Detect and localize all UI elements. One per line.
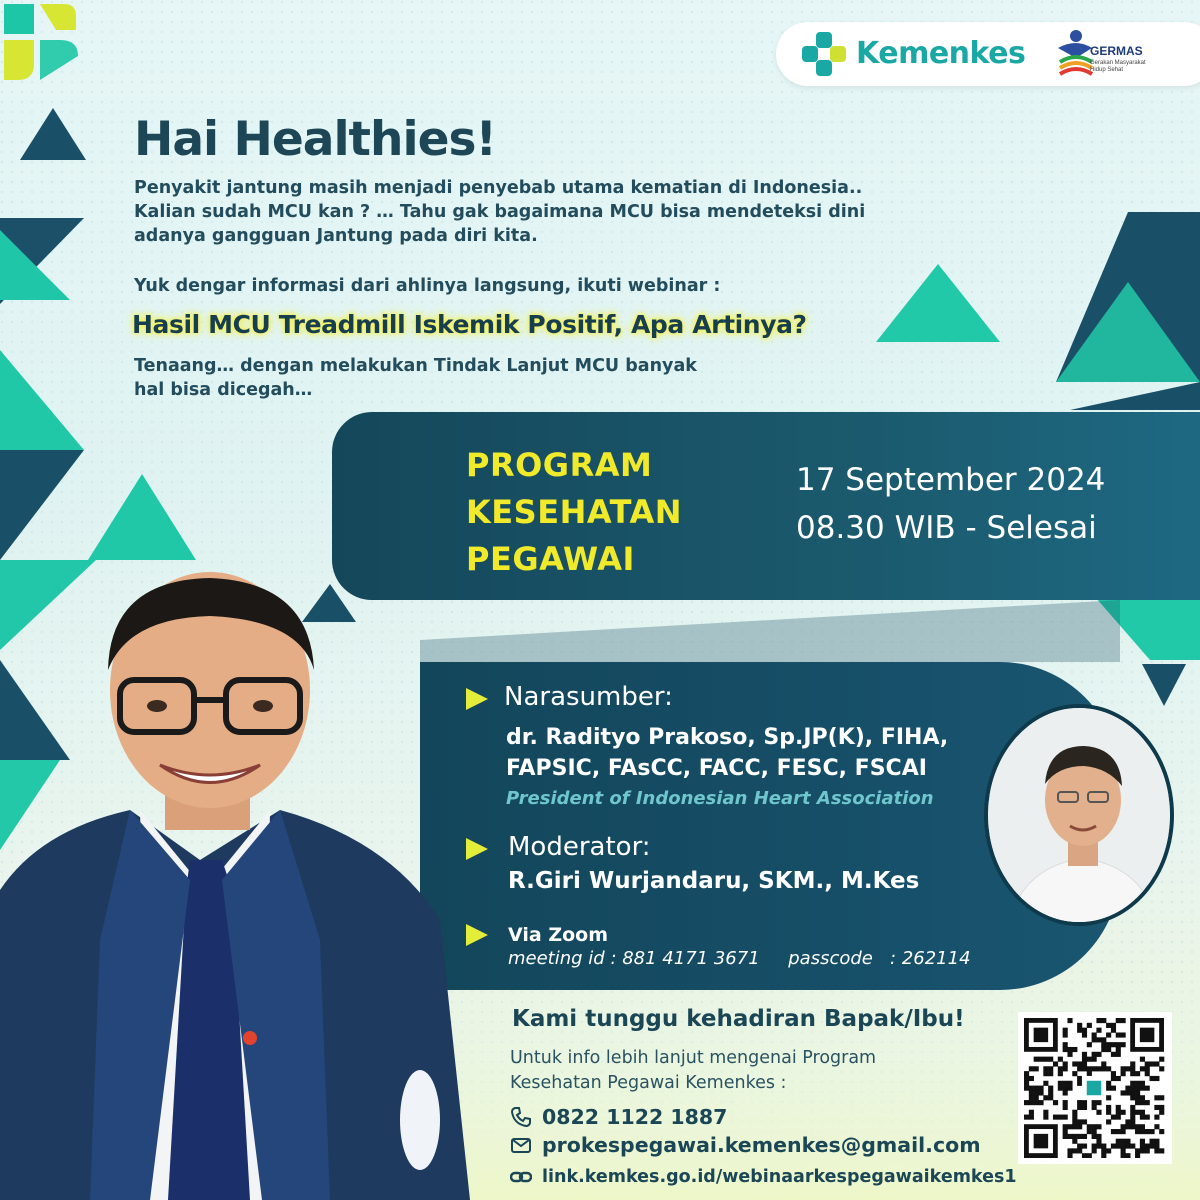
moderator-label: Moderator: <box>508 832 651 862</box>
event-time: 08.30 WIB - Selesai <box>796 510 1097 546</box>
intro-paragraph <box>134 176 914 248</box>
germas-title: GERMAS <box>1090 44 1143 58</box>
kemenkes-logo-icon <box>800 30 848 78</box>
intro-line: Penyakit jantung masih menjadi penyebab utama kematian di Indonesia.. <box>134 178 863 198</box>
narasumber-photo <box>0 560 470 1200</box>
program-title-line: PROGRAM <box>466 446 653 484</box>
moderator-name: R.Giri Wurjandaru, SKM., M.Kes <box>508 868 920 894</box>
greeting-heading: Hai Healthies! <box>134 112 496 167</box>
followup-text <box>134 354 754 402</box>
info-line: Untuk info lebih lanjut mengenai Program <box>510 1048 877 1068</box>
email-address: prokespegawai.kemenkes@gmail.com <box>542 1133 981 1157</box>
phone-icon <box>510 1106 532 1128</box>
event-date: 17 September 2024 <box>796 462 1106 498</box>
info-line: Kesehatan Pegawai Kemenkes : <box>510 1073 787 1093</box>
zoom-details: meeting id : 881 4171 3671 passcode : 262114 <box>508 948 971 969</box>
narasumber-name <box>506 722 986 784</box>
registration-link: link.kemkes.go.id/webinaarkespegawaikemkes1 <box>542 1167 1017 1187</box>
link-icon <box>510 1166 532 1188</box>
narasumber-label: Narasumber: <box>504 682 673 712</box>
invite-text: Yuk dengar informasi dari ahlinya langsung, ikuti webinar : <box>134 276 721 296</box>
followup-line: hal bisa dicegah… <box>134 380 313 400</box>
link-row[interactable] <box>510 1164 1017 1190</box>
program-title <box>466 442 726 583</box>
program-title-line: KESEHATAN <box>466 493 683 531</box>
qr-code-icon[interactable] <box>1018 1012 1172 1164</box>
intro-line: Kalian sudah MCU kan ? … Tahu gak bagaimana MCU bisa mendeteksi dini <box>134 202 866 222</box>
moderator-portrait-illustration <box>988 708 1174 926</box>
followup-line: Tenaang… dengan melakukan Tindak Lanjut MCU banyak <box>134 356 697 376</box>
phone-number: 0822 1122 1887 <box>542 1105 728 1129</box>
narasumber-name-line: dr. Radityo Prakoso, Sp.JP(K), FIHA, <box>506 725 949 750</box>
moderator-photo <box>984 704 1174 926</box>
webinar-title: Hasil MCU Treadmill Iskemik Positif, Apa Artinya? <box>132 310 807 339</box>
info-text <box>510 1046 950 1096</box>
zoom-label: Via Zoom <box>508 924 609 946</box>
email-row[interactable] <box>510 1132 981 1158</box>
narasumber-name-line: FAPSIC, FAsCC, FACC, FESC, FSCAI <box>506 756 927 781</box>
qr-code-pattern <box>1024 1018 1166 1158</box>
program-title-line: PEGAWAI <box>466 540 635 578</box>
narasumber-role: President of Indonesian Heart Association <box>506 788 934 809</box>
welcome-text: Kami tunggu kehadiran Bapak/Ibu! <box>512 1006 965 1032</box>
germas-subtitle: Gerakan Masyarakat Hidup Sehat <box>1090 60 1146 73</box>
intro-line: adanya gangguan Jantung pada diri kita. <box>134 226 538 246</box>
email-icon <box>510 1134 532 1156</box>
phone-row[interactable] <box>510 1104 727 1130</box>
brand-name: Kemenkes <box>856 36 1026 71</box>
